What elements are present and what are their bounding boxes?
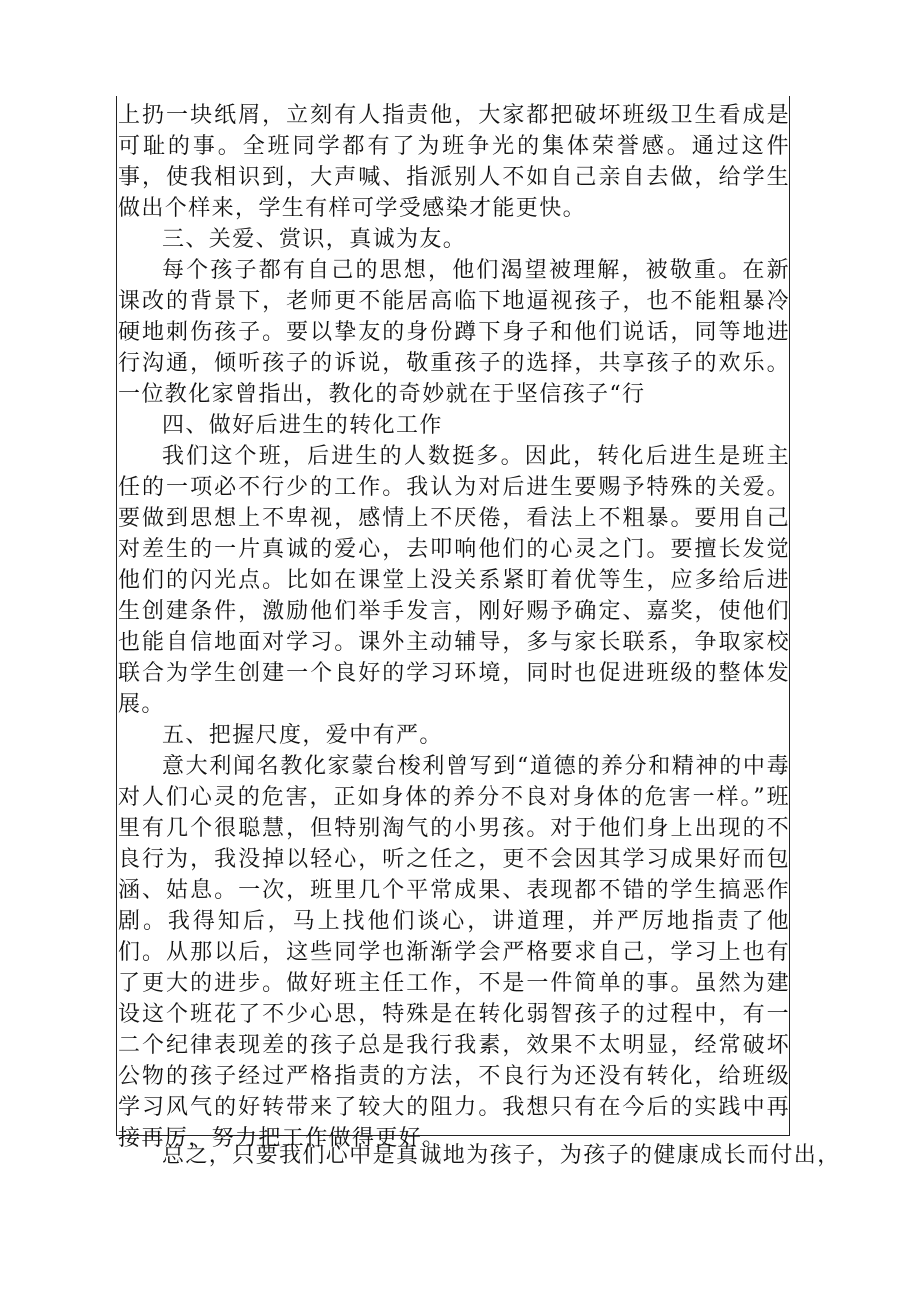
heading-strictness: 五、把握尺度，爱中有严。 — [162, 723, 443, 748]
paragraph-respect-children: 每个孩子都有自己的思想，他们渴望被理解，被敬重。在新课改的背景下，老师更不能居高临下地逼视孩子，也不能粗暴冷硬地刺伤孩子。要以挚友的身份蹲下身子和他们说话，同等地进行沟通，倾听孩子的诉说，敬重孩子的选择，共享孩子的欢乐。一位教化家曾指出，教化的奇妙就在于坚信孩子“行 — [118, 258, 790, 407]
closing-sentence: 总之，只要我们心中是真诚地为孩子，为孩子的健康成长而付出， — [162, 1143, 841, 1168]
paragraph-class-hygiene: 上扔一块纸屑，立刻有人指责他，大家都把破坏班级卫生看成是可耻的事。全班同学都有了为班争光的集体荣誉感。通过这件事，使我相识到，大声喊、指派别人不如自己亲自去做，给学生做出个样来，学生有样可学受感染才能更快。 — [118, 103, 790, 221]
paragraph-strictness: 意大利闻名教化家蒙台梭利曾写到“道德的养分和精神的中毒对人们心灵的危害，正如身体的养分不良对身体的危害一样。”班里有几个很聪慧，但特别淘气的小男孩。对于他们身上出现的不良行为，我没掉以轻心，听之任之，更不会因其学习成果好而包涵、姑息。一次，班里几个平常成果、表现都不错的学生搞恶作剧。我得知后，马上找他们谈心，讲道理，并严厉地指责了他们。从那以后，这些同学也渐渐学会严格要求自己，学习上也有了更大的进步。做好班主任工作，不是一件简单的事。虽然为建设这个班花了不少心思，特殊是在转化弱智孩子的过程中，有一二个纪律表现差的孩子总是我行我素，效果不太明显，经常破坏公物的孩子经过严格指责的方法，不良行为还没有转化，给班级学习风气的好转带来了较大的阻力。我想只有在今后的实践中再接再厉，努力把工作做得更好。 — [118, 754, 790, 1151]
heading-care-appreciation: 三、关爱、赏识，真诚为友。 — [162, 227, 467, 252]
heading-underachievers: 四、做好后进生的转化工作 — [162, 413, 443, 438]
paragraph-underachievers: 我们这个班，后进生的人数挺多。因此，转化后进生是班主任的一项必不行少的工作。我认为对后进生要赐予特殊的关爱。要做到思想上不卑视，感情上不厌倦，看法上不粗暴。要用自己对差生的一片真诚的爱心，去叩响他们的心灵之门。要擅长发觉他们的闪光点。比如在课堂上没关系紧盯着优等生，应多给后进生创建条件，激励他们举手发言，刚好赐予确定、嘉奖，使他们也能自信地面对学习。课外主动辅导，多与家长联系，争取家校联合为学生创建一个良好的学习环境，同时也促进班级的整体发展。 — [118, 444, 790, 717]
